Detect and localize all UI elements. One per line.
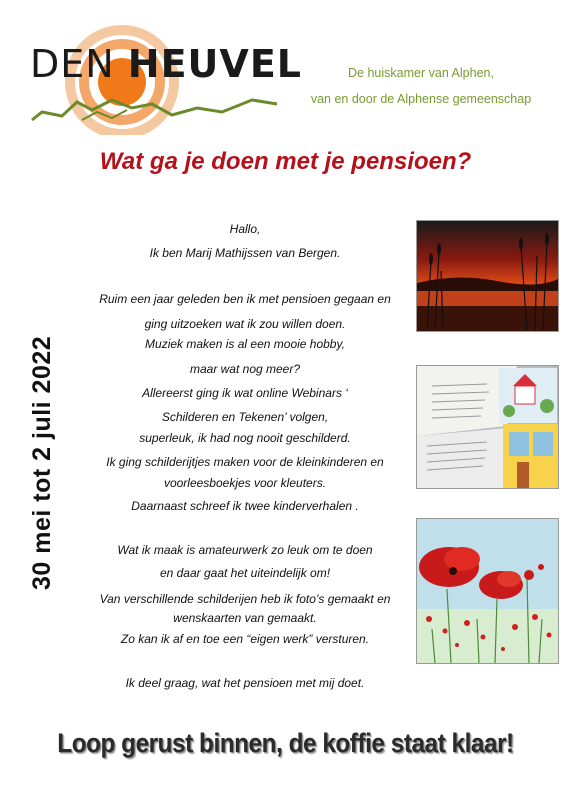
body-line: Ik deel graag, wat het pensioen met mij doet. [125,676,365,690]
body-line: superleuk, ik had nog nooit geschilderd. [139,431,351,445]
body-line: Ruim een jaar geleden ben ik met pensioen gegaan en [99,292,391,306]
body-line: Schilderen en Tekenen’ volgen, [161,410,329,424]
body-line: wenskaarten van gemaakt. [173,611,317,625]
body-line: en daar gaat het uiteindelijk om! [159,566,331,580]
body-line: Van verschillende schilderijen heb ik foto’s gemaakt en [99,592,391,606]
body-line: Daarnaast schreef ik twee kinderverhalen . [131,499,359,513]
poppies-painting-photo [416,518,559,664]
body-line: maar wat nog meer? [189,362,301,376]
body-line: Ik ben Marij Mathijssen van Bergen. [149,246,341,260]
logo-wordmark [30,42,302,86]
tagline-line-1: De huiskamer van Alphen, [348,66,494,80]
headline: Wat ga je doen met je pensioen? [99,148,472,175]
body-line: Hallo, [229,222,261,236]
sunset-painting-photo [416,220,559,332]
body-line: voorleesboekjes voor kleuters. [163,476,327,490]
tagline-line-2: van en door de Alphense gemeenschap [310,92,532,106]
date-range-vertical: 30 mei tot 2 juli 2022 [28,335,56,590]
body-line: ging uitzoeken wat ik zou willen doen. [144,317,346,331]
body-line: Muziek maken is al een mooie hobby, [145,337,345,351]
body-line: Wat ik maak is amateurwerk zo leuk om te doen [117,543,373,557]
logo-word-heuvel: HEUVEL [127,42,302,86]
footer-invitation: Loop gerust binnen, de koffie staat klaar! [57,728,514,758]
body-line: Ik ging schilderijtjes maken voor de kleinkinderen en [106,455,384,469]
body-line: Zo kan ik af en toe een “eigen werk” versturen. [120,632,370,646]
childrens-books-photo [416,365,559,489]
body-line: Allereerst ging ik wat online Webinars ‘ [142,386,348,400]
den-heuvel-logo [22,20,302,135]
logo-word-den: DEN [30,42,115,86]
